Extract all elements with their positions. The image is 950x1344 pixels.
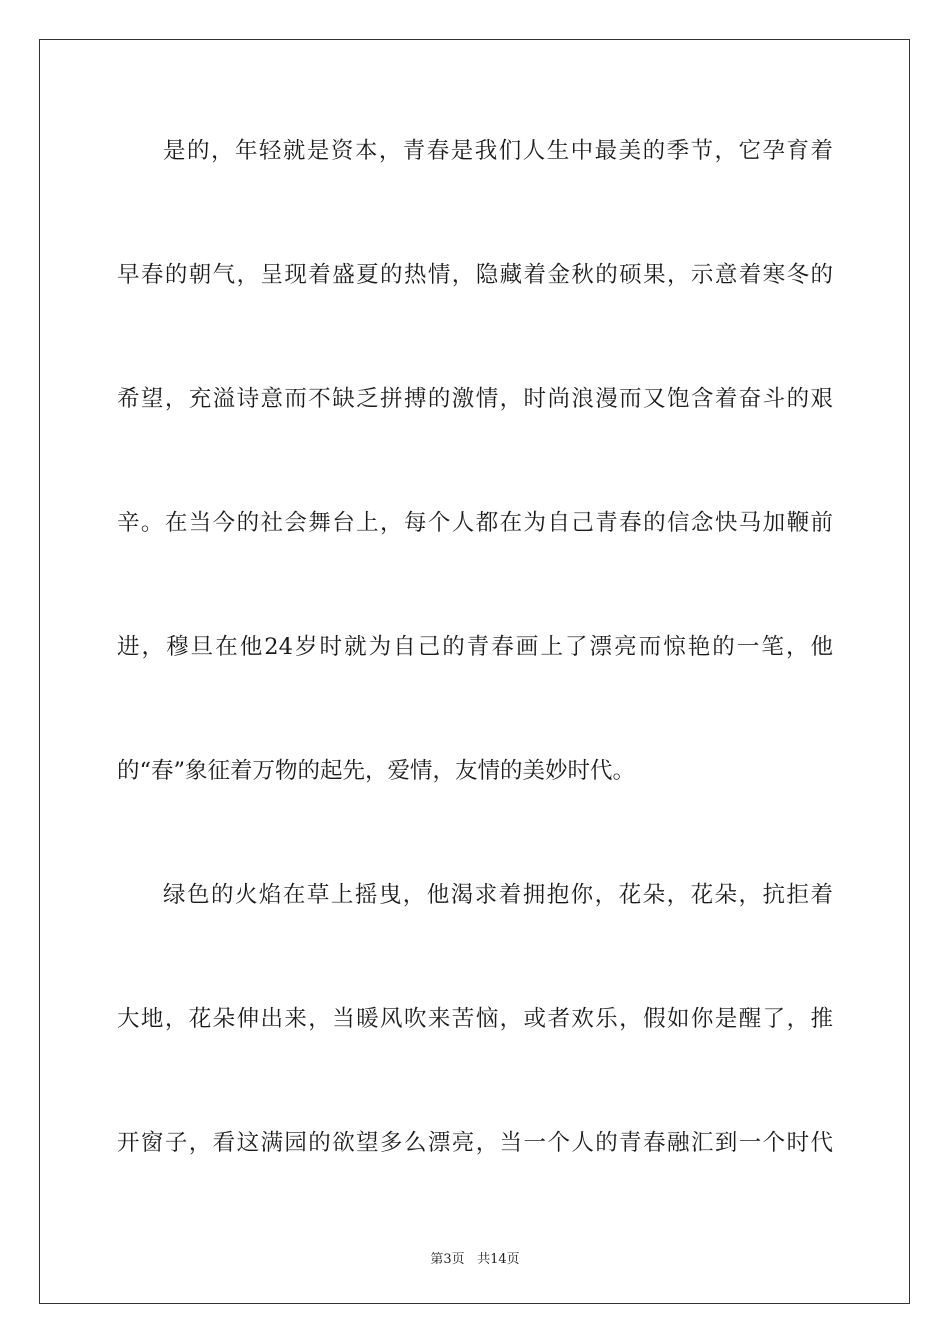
paragraph-1-line-3: 希望，充溢诗意而不缺乏拼搏的激情，时尚浪漫而又饱含着奋斗的艰 xyxy=(117,386,833,412)
paragraph-1-line-1: 是的，年轻就是资本，青春是我们人生中最美的季节，它孕育着 xyxy=(163,138,833,164)
document-body xyxy=(117,120,833,1236)
paragraph-1-line-4: 辛。在当今的社会舞台上，每个人都在为自己青春的信念快马加鞭前 xyxy=(117,510,833,536)
paragraph-1-line-2: 早春的朝气，呈现着盛夏的热情，隐藏着金秋的硕果，示意着寒冬的 xyxy=(117,262,833,288)
paragraph-2-line-3: 开窗子，看这满园的欲望多么漂亮，当一个人的青春融汇到一个时代 xyxy=(117,1130,833,1156)
paragraph-2-line-2: 大地，花朵伸出来，当暖风吹来苦恼，或者欢乐，假如你是醒了，推 xyxy=(117,1006,833,1032)
paragraph-1-line-6: 的“春”象征着万物的起先，爱情，友情的美妙时代。 xyxy=(117,758,636,784)
page-footer xyxy=(0,1248,950,1267)
page-number: 第3页 xyxy=(430,1252,465,1267)
paragraph-1-line-5: 进，穆旦在他24岁时就为自己的青春画上了漂亮而惊艳的一笔，他 xyxy=(117,634,833,660)
page-total: 共14页 xyxy=(477,1252,520,1267)
paragraph-2-line-1: 绿色的火焰在草上摇曳，他渴求着拥抱你，花朵，花朵，抗拒着 xyxy=(163,882,833,908)
